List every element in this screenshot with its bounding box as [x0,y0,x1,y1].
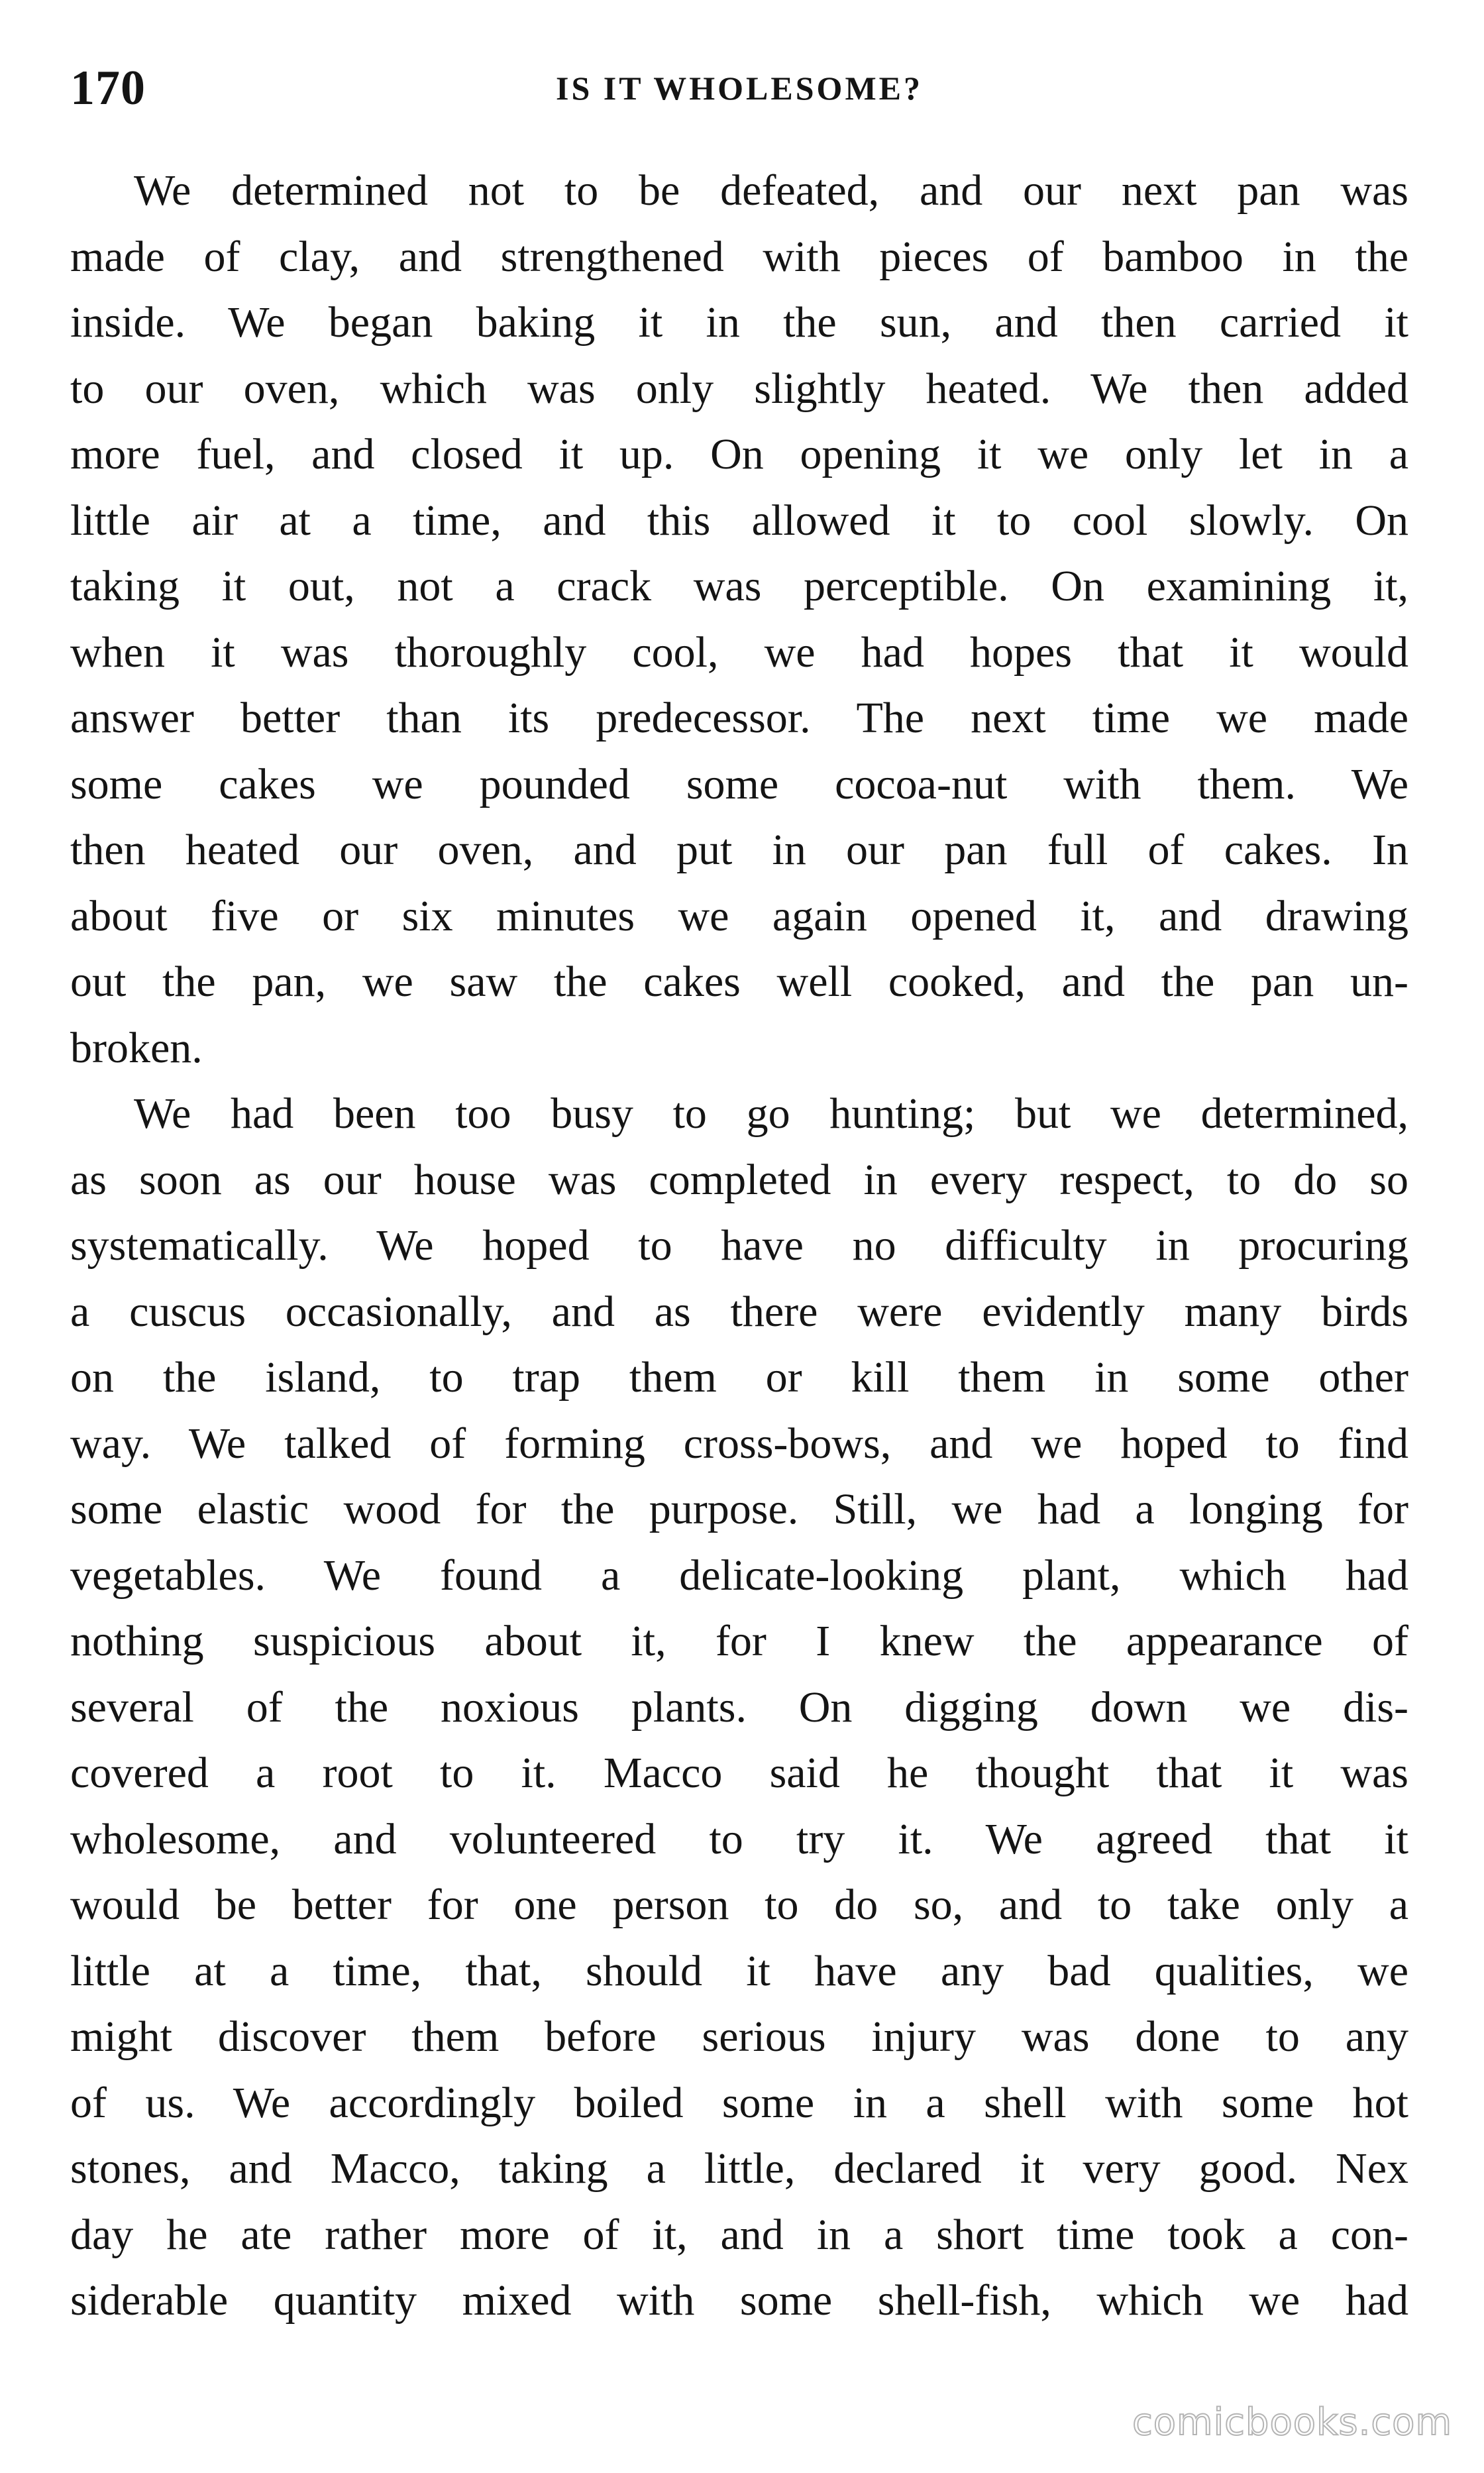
text-line: nothing suspicious about it, for I knew the appearance of [70,1617,1408,1665]
body-text [70,158,1408,2334]
text-line: would be better for one person to do so, and to take only a [70,1881,1408,1929]
text-line: made of clay, and strengthened with pieces of bamboo in the [70,232,1408,281]
text-line: on the island, to trap them or kill them in some other [70,1353,1408,1401]
text-line: some cakes we pounded some cocoa-nut with them. We [70,759,1408,808]
text-line: taking it out, not a crack was perceptible. On examining it, [70,562,1408,610]
text-line: day he ate rather more of it, and in a short time took a con- [70,2210,1408,2259]
text-line: of us. We accordingly boiled some in a shell with some hot [70,2078,1408,2127]
text-line: a cuscus occasionally, and as there were evidently many birds [70,1287,1408,1336]
running-head: IS IT WHOLESOME? [556,70,923,107]
paragraph-1 [70,158,1408,1081]
text-line: little air at a time, and this allowed it to cool slowly. On [70,496,1408,545]
text-line: answer better than its predecessor. The next time we made [70,694,1408,742]
text-line: little at a time, that, should it have any bad qualities, we [70,1946,1408,1995]
text-line: then heated our oven, and put in our pan full of cakes. In [70,826,1408,874]
text-line: stones, and Macco, taking a little, declared it very good. Nex [70,2144,1408,2193]
text-line: We determined not to be defeated, and our next pan was [134,166,1408,215]
text-line: way. We talked of forming cross-bows, and we hoped to find [70,1419,1408,1468]
text-line: several of the noxious plants. On digging down we dis- [70,1682,1408,1731]
page-header [70,52,1408,125]
text-line: wholesome, and volunteered to try it. We agreed that it [70,1814,1408,1863]
text-line: might discover them before serious injury was done to any [70,2012,1408,2061]
page-number: 170 [70,61,146,115]
text-line: about five or six minutes we again opened it, and drawing [70,891,1408,940]
text-line: We had been too busy to go hunting; but we determined, [134,1089,1408,1138]
text-line: more fuel, and closed it up. On opening it we only let in a [70,430,1408,478]
text-line: out the pan, we saw the cakes well cooked, and the pan un- [70,958,1408,1006]
site-watermark: comicbooks.com [1132,2401,1452,2444]
text-line: some elastic wood for the purpose. Still, we had a longing for [70,1485,1408,1533]
text-line: siderable quantity mixed with some shell-fish, which we had [70,2276,1408,2325]
text-line: when it was thoroughly cool, we had hopes that it would [70,628,1408,677]
text-line: covered a root to it. Macco said he thought that it was [70,1749,1408,1797]
text-line: vegetables. We found a delicate-looking plant, which had [70,1551,1408,1600]
text-line: to our oven, which was only slightly heated. We then added [70,364,1408,413]
text-line: inside. We began baking it in the sun, and then carried it [70,298,1408,347]
text-line: as soon as our house was completed in every respect, to do so [70,1155,1408,1204]
text-line: broken. [70,1023,203,1072]
paragraph-2 [70,1081,1408,2334]
text-line: systematically. We hoped to have no difficulty in procuring [70,1221,1408,1270]
